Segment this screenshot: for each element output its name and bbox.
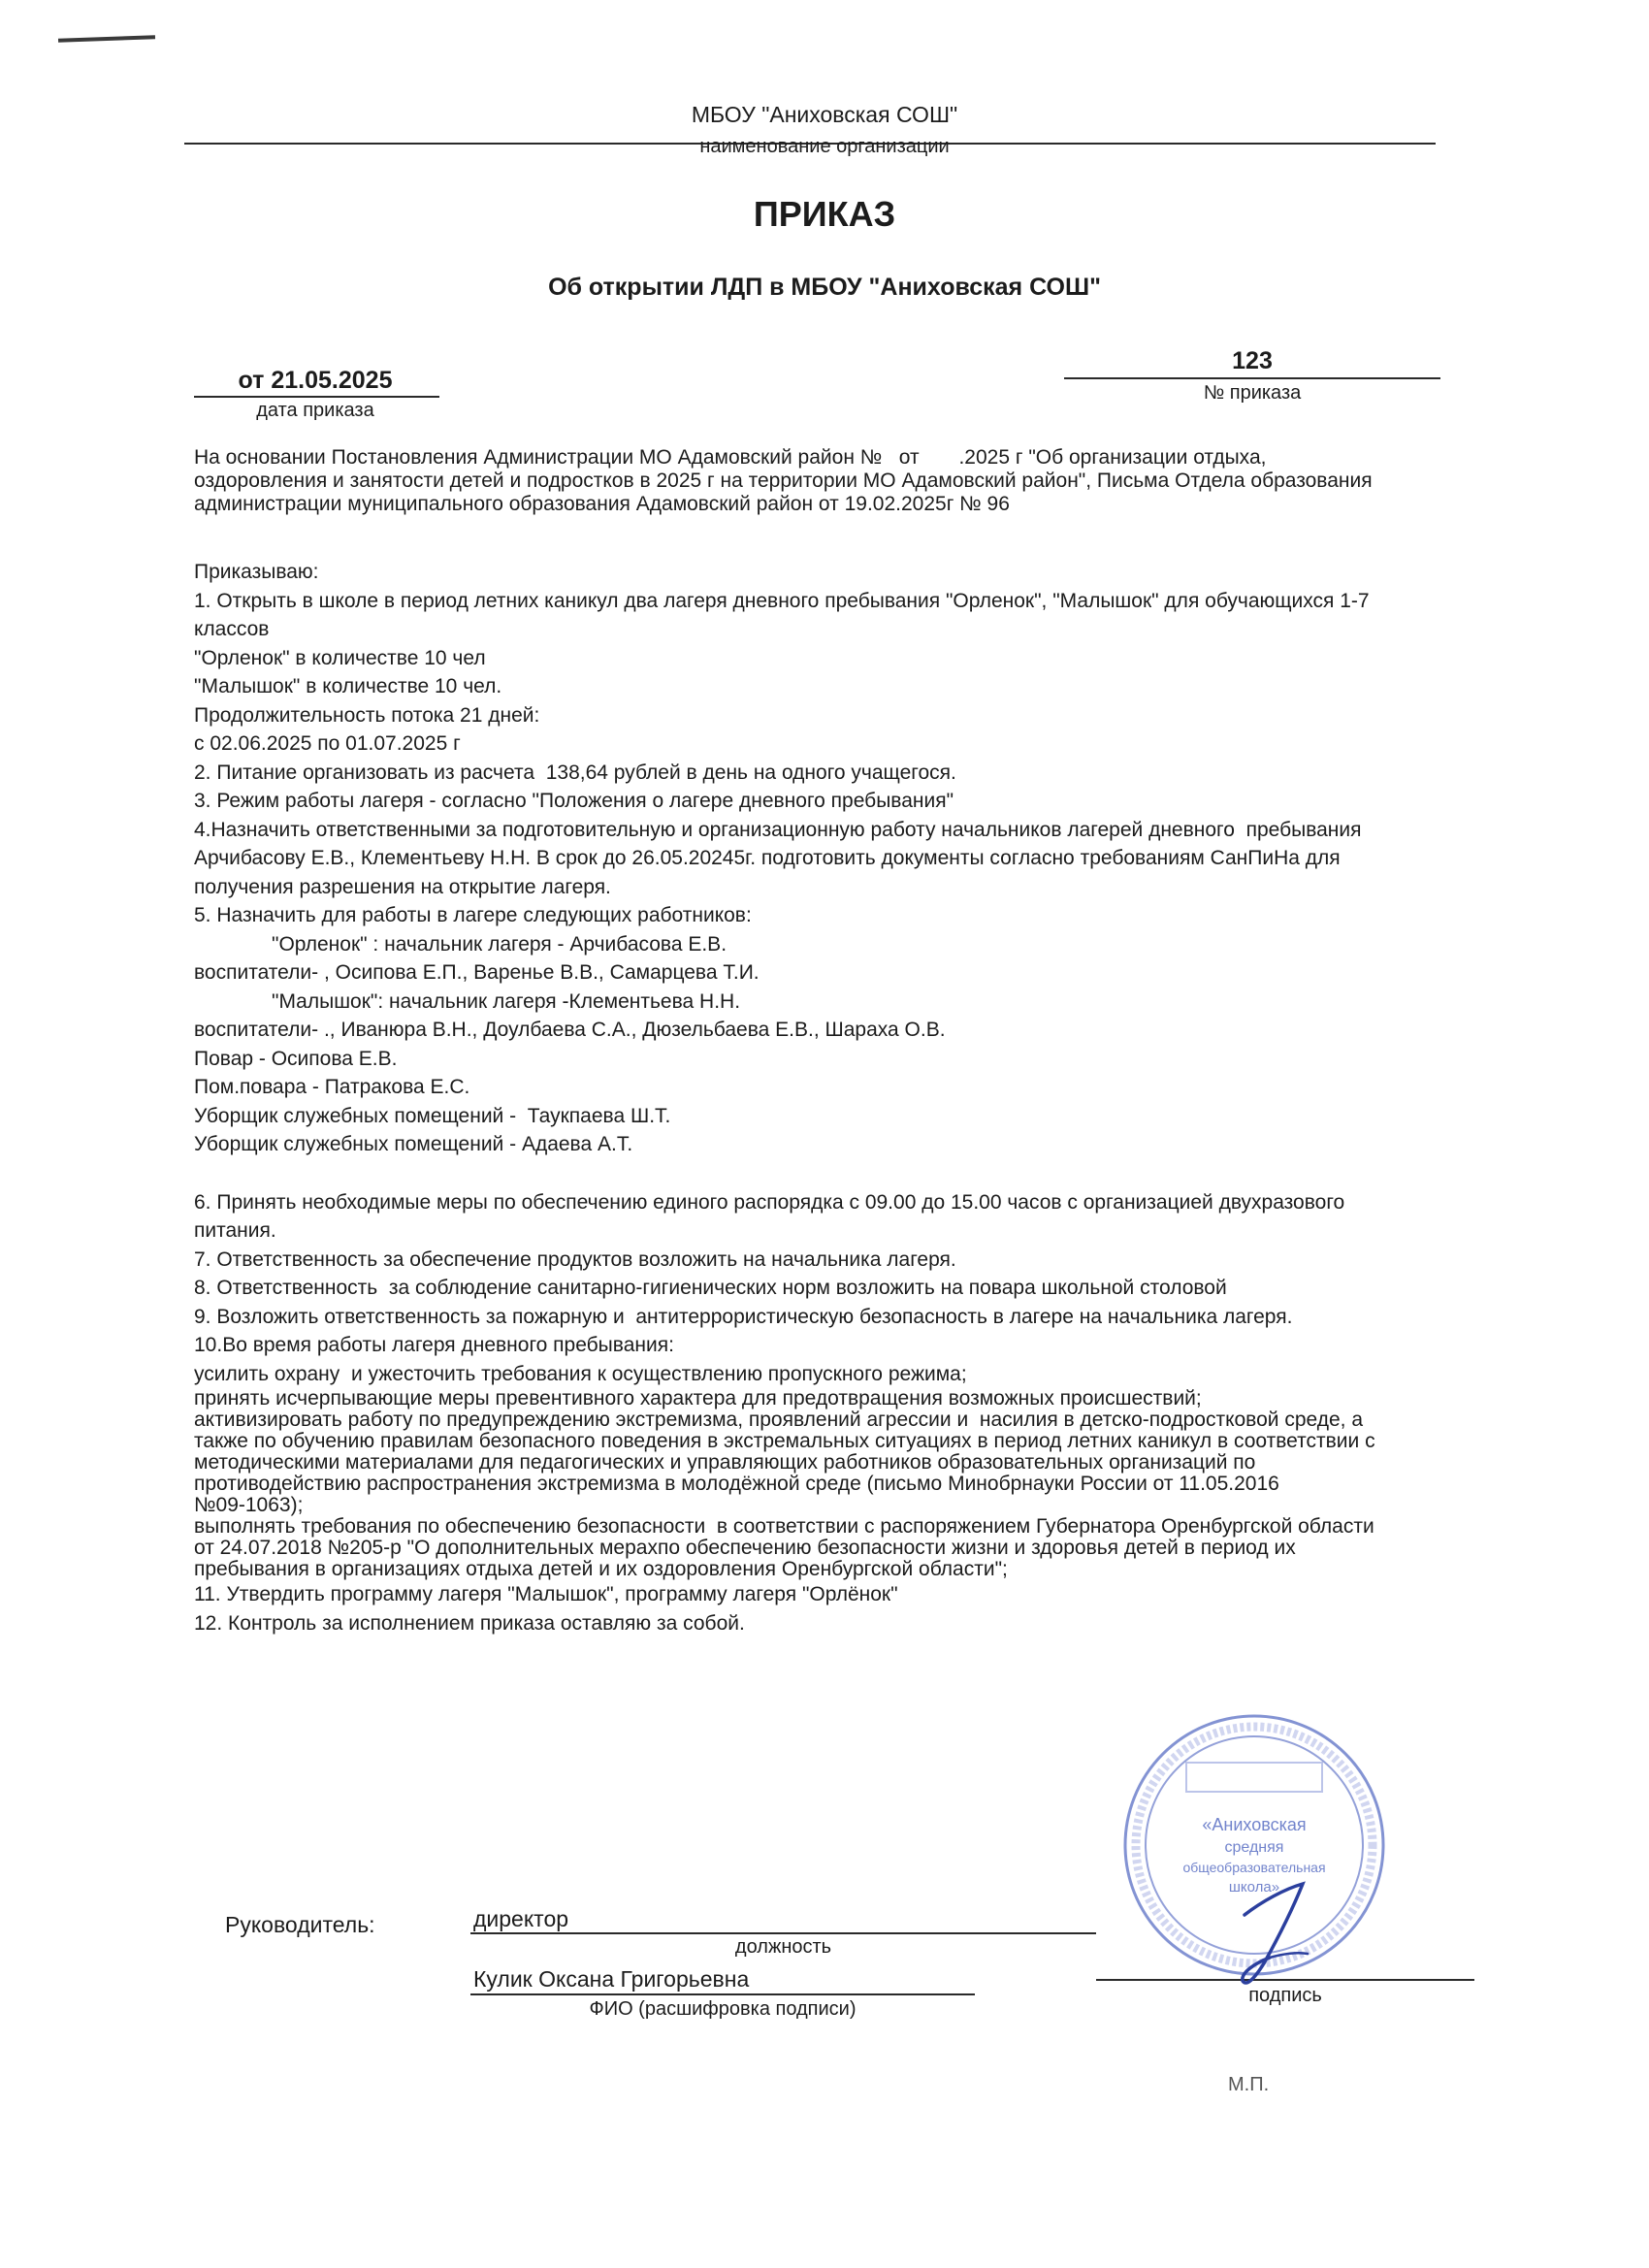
stamp-svg: [1099, 1709, 1409, 2000]
body-line: "Малышок": начальник лагеря -Клементьева Н.Н.: [272, 989, 741, 1013]
body-line: 9. Возложить ответственность за пожарную и антитеррористическую безопасность в лагере на начальника лагеря.: [194, 1305, 1293, 1328]
organization-stamp: [1099, 1709, 1409, 2005]
order-number: 123: [1232, 347, 1273, 374]
body-line: Приказываю:: [194, 561, 319, 583]
dense-block: [194, 1388, 1455, 1580]
name-underline: [470, 1993, 975, 1995]
seal-label: М.П.: [1228, 2074, 1270, 2095]
body-line: "Орленок" : начальник лагеря - Арчибасова Е.В.: [272, 932, 728, 956]
body-line: Продолжительность потока 21 дней:: [194, 703, 540, 727]
name-value: Кулик Оксана Григорьевна: [473, 1966, 750, 1992]
stamp-top-box: [1186, 1763, 1322, 1792]
body-line: питания.: [194, 1219, 276, 1242]
body-line: воспитатели- ., Иванюра В.Н., Доулбаева С.А., Дюзельбаева Е.В., Шараха О.В.: [194, 1019, 946, 1041]
body-line: Арчибасову Е.В., Клементьеву Н.Н. В срок до 26.05.20245г. подготовить документы согласно требованиям СанПиНа для: [194, 847, 1341, 869]
stamp-line-3: общеобразовательная: [1182, 1860, 1326, 1875]
body-line: 5. Назначить для работы в лагере следующих работников:: [194, 904, 752, 926]
number-caption: № приказа: [1203, 382, 1302, 404]
body-line: Повар - Осипова Е.В.: [194, 1047, 398, 1070]
document-subject: Об открытии ЛДП в МБОУ "Аниховская СОШ": [548, 274, 1101, 301]
body-line: Уборщик служебных помещений - Таукпаева Ш.Т.: [194, 1104, 671, 1127]
stamp-line-2: средняя: [1224, 1839, 1284, 1856]
body-line: классов: [194, 618, 270, 640]
basis-line: оздоровления и занятости детей и подростков в 2025 г на территории МО Адамовский район", Письма Отдела образования: [194, 470, 1373, 492]
order-body: [194, 558, 1455, 1637]
body-line: получения разрешения на открытие лагеря.: [194, 875, 611, 898]
organization-name: МБОУ "Аниховская СОШ": [691, 102, 958, 127]
body-line: Пом.повара - Патракова Е.С.: [194, 1076, 470, 1098]
position-underline: [470, 1932, 1096, 1934]
head-label: Руководитель:: [225, 1912, 375, 1937]
body-line: 3. Режим работы лагеря - согласно "Положения о лагере дневного пребывания": [194, 790, 954, 812]
basis-line: На основании Постановления Администрации МО Адамовский район № от .2025 г "Об организации отдыха,: [194, 446, 1267, 469]
scan-mark: [58, 35, 155, 42]
body-line: 6. Принять необходимые меры по обеспечению единого распорядка с 09.00 до 15.00 часов с организацией двухразового: [194, 1190, 1345, 1214]
body-line: "Малышок" в количестве 10 чел.: [194, 675, 502, 697]
stamp-line-4: школа»: [1228, 1879, 1280, 1895]
body-line: 11. Утвердить программу лагеря "Малышок", программу лагеря "Орлёнок": [194, 1583, 898, 1605]
position-caption: должность: [734, 1936, 832, 1958]
date-underline: [194, 396, 439, 398]
paragraph-spacer: [194, 1159, 1455, 1188]
body-line: 7. Ответственность за обеспечение продуктов возложить на начальника лагеря.: [194, 1247, 956, 1271]
body-line: Уборщик служебных помещений - Адаева А.Т.: [194, 1133, 633, 1155]
body-line: 12. Контроль за исполнением приказа оставляю за собой.: [194, 1611, 745, 1635]
basis-line: администрации муниципального образования Адамовский район от 19.02.2025г № 96: [194, 493, 1010, 515]
body-line: от 24.07.2018 №205-р "О дополнительных мерахпо обеспечению безопасности жизни и здоровья детей в период их: [194, 1537, 1296, 1559]
body-line: методическими материалами для педагогических и управляющих работников образовательных организаций по: [194, 1451, 1256, 1474]
organization-caption: наименование организации: [699, 136, 950, 157]
body-line: 8. Ответственность за соблюдение санитарно-гигиенических норм возложить на повара школьной столовой: [194, 1277, 1227, 1299]
document-title: ПРИКАЗ: [753, 194, 896, 234]
body-line: 10.Во время работы лагеря дневного пребывания:: [194, 1334, 674, 1356]
signature-caption: подпись: [1248, 1985, 1322, 2006]
body-line: 2. Питание организовать из расчета 138,64 рублей в день на одного учащегося.: [194, 761, 956, 784]
position-value: директор: [473, 1906, 569, 1931]
number-underline: [1064, 377, 1440, 379]
body-line: 4.Назначить ответственными за подготовительную и организационную работу начальников лагерей дневного пребывания: [194, 818, 1362, 841]
name-caption: ФИО (расшифровка подписи): [589, 1998, 857, 2020]
body-line: усилить охрану и ужесточить требования к осуществлению пропускного режима;: [194, 1362, 967, 1385]
body-line: пребывания в организациях отдыха детей и их оздоровления Оренбургской области";: [194, 1558, 1008, 1580]
body-line: также по обучению правилам безопасного поведения в экстремальных ситуациях в период летних каникул в соответствии с: [194, 1430, 1375, 1452]
body-line: "Орленок" в количестве 10 чел: [194, 646, 486, 669]
date-caption: дата приказа: [256, 400, 374, 421]
body-line: противодействию распространения экстремизма в молодёжной среде (письмо Минобрнауки России от 11.05.2016: [194, 1473, 1279, 1495]
body-line: воспитатели- , Осипова Е.П., Варенье В.В., Самарцева Т.И.: [194, 961, 760, 984]
body-line: с 02.06.2025 по 01.07.2025 г: [194, 732, 461, 755]
body-line: №09-1063);: [194, 1494, 304, 1516]
body-line: активизировать работу по предупреждению экстремизма, проявлений агрессии и насилия в детско-подростковой среде, а: [194, 1409, 1364, 1431]
body-line: выполнять требования по обеспечению безопасности в соответствии с распоряжением Губернатора Оренбургской области: [194, 1515, 1374, 1538]
order-date: от 21.05.2025: [238, 367, 393, 394]
basis-paragraph: [194, 446, 1455, 516]
stamp-line-1: «Аниховская: [1202, 1815, 1307, 1834]
body-line: 1. Открыть в школе в период летних каникул два лагеря дневного пребывания "Орленок", "Малышок" для обучающихся 1-7: [194, 589, 1370, 612]
body-line: принять исчерпывающие меры превентивного характера для предотвращения возможных происшествий;: [194, 1387, 1202, 1409]
